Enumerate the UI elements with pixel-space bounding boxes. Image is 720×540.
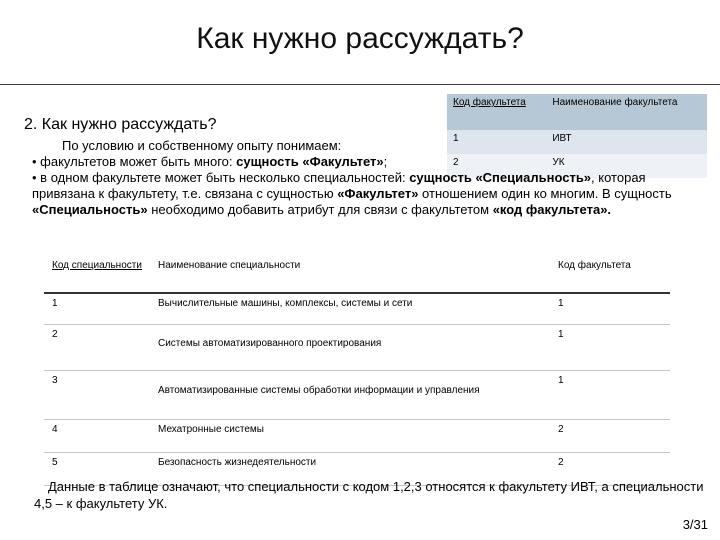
title-divider bbox=[0, 84, 720, 85]
speciality-table-header bbox=[44, 254, 670, 293]
speciality-name-cell: Мехатронные системы bbox=[150, 420, 550, 453]
bullet-text: ; bbox=[383, 154, 388, 169]
bullet-text: необходимо добавить атрибут для связи с факультетом bbox=[147, 202, 493, 217]
faculty-code-cell: 2 bbox=[550, 420, 670, 453]
speciality-code-cell: 4 bbox=[44, 420, 150, 453]
faculty-name-cell: УК bbox=[546, 154, 707, 178]
bullet-text: в одном факультете может быть несколько специальностей: bbox=[40, 170, 410, 185]
speciality-name-header: Наименование специальности bbox=[150, 254, 550, 293]
speciality-code-header: Код специальности bbox=[44, 254, 150, 293]
bullet-text: факультетов может быть много: bbox=[40, 154, 237, 169]
speciality-name-cell: Безопасность жизнедеятельности bbox=[150, 453, 550, 486]
faculty-code-cell: 1 bbox=[550, 293, 670, 325]
conclusion-sentence: Данные в таблице означают, что специальности с кодом 1,2,3 относятся к факультету ИВТ, а специальности 4,5 – к факультету УК. bbox=[34, 479, 704, 511]
table-row bbox=[44, 420, 670, 453]
bullet-bold-text: сущность «Факультет» bbox=[236, 154, 384, 169]
faculty-code-cell: 1 bbox=[550, 371, 670, 420]
bullet-faculty bbox=[32, 154, 712, 170]
speciality-name-cell: Системы автоматизированного проектирования bbox=[150, 325, 550, 371]
faculty-code-header: Код факультета bbox=[550, 254, 670, 293]
faculty-code-header: Код факультета bbox=[447, 94, 546, 130]
table-row bbox=[44, 325, 670, 371]
bullet-bold-text: «код факультета». bbox=[492, 202, 612, 217]
bullet-bold-text: сущность «Специальность» bbox=[409, 170, 592, 185]
slide-title: Как нужно рассуждать? bbox=[196, 22, 524, 55]
bullet-bold-text: «Специальность» bbox=[32, 202, 148, 217]
speciality-code-cell: 2 bbox=[44, 325, 150, 371]
speciality-name-cell: Вычислительные машины, комплексы, системы и сети bbox=[150, 293, 550, 325]
speciality-code-cell: 3 bbox=[44, 371, 150, 420]
faculty-code-cell: 1 bbox=[447, 130, 546, 154]
reasoning-paragraph bbox=[32, 138, 712, 218]
speciality-name-cell: Автоматизированные системы обработки информации и управления bbox=[150, 371, 550, 420]
bullet-text: отношением один ко многим. В сущность bbox=[418, 186, 672, 201]
speciality-table bbox=[44, 254, 670, 486]
table-row bbox=[44, 371, 670, 420]
faculty-table-header bbox=[447, 94, 707, 130]
faculty-name-header: Наименование факультета bbox=[546, 94, 707, 130]
page-number: 3/31 bbox=[682, 517, 708, 532]
speciality-code-cell: 1 bbox=[44, 293, 150, 325]
bullet-text: , которая привязана к факультету, т.е. связана с сущностью bbox=[32, 170, 646, 201]
faculty-code-cell: 1 bbox=[550, 325, 670, 371]
bullet-bold-text: «Факультет» bbox=[337, 186, 419, 201]
intro-text: По условию и собственному опыту понимаем: bbox=[62, 138, 342, 153]
speciality-code-cell: 5 bbox=[44, 453, 150, 486]
table-row bbox=[44, 293, 670, 325]
conclusion-text bbox=[34, 478, 704, 512]
faculty-code-cell: 2 bbox=[447, 154, 546, 178]
faculty-name-cell: ИВТ bbox=[546, 130, 707, 154]
section-heading: 2. Как нужно рассуждать? bbox=[24, 116, 217, 133]
bullet-speciality bbox=[32, 170, 712, 218]
faculty-code-cell: 2 bbox=[550, 453, 670, 486]
